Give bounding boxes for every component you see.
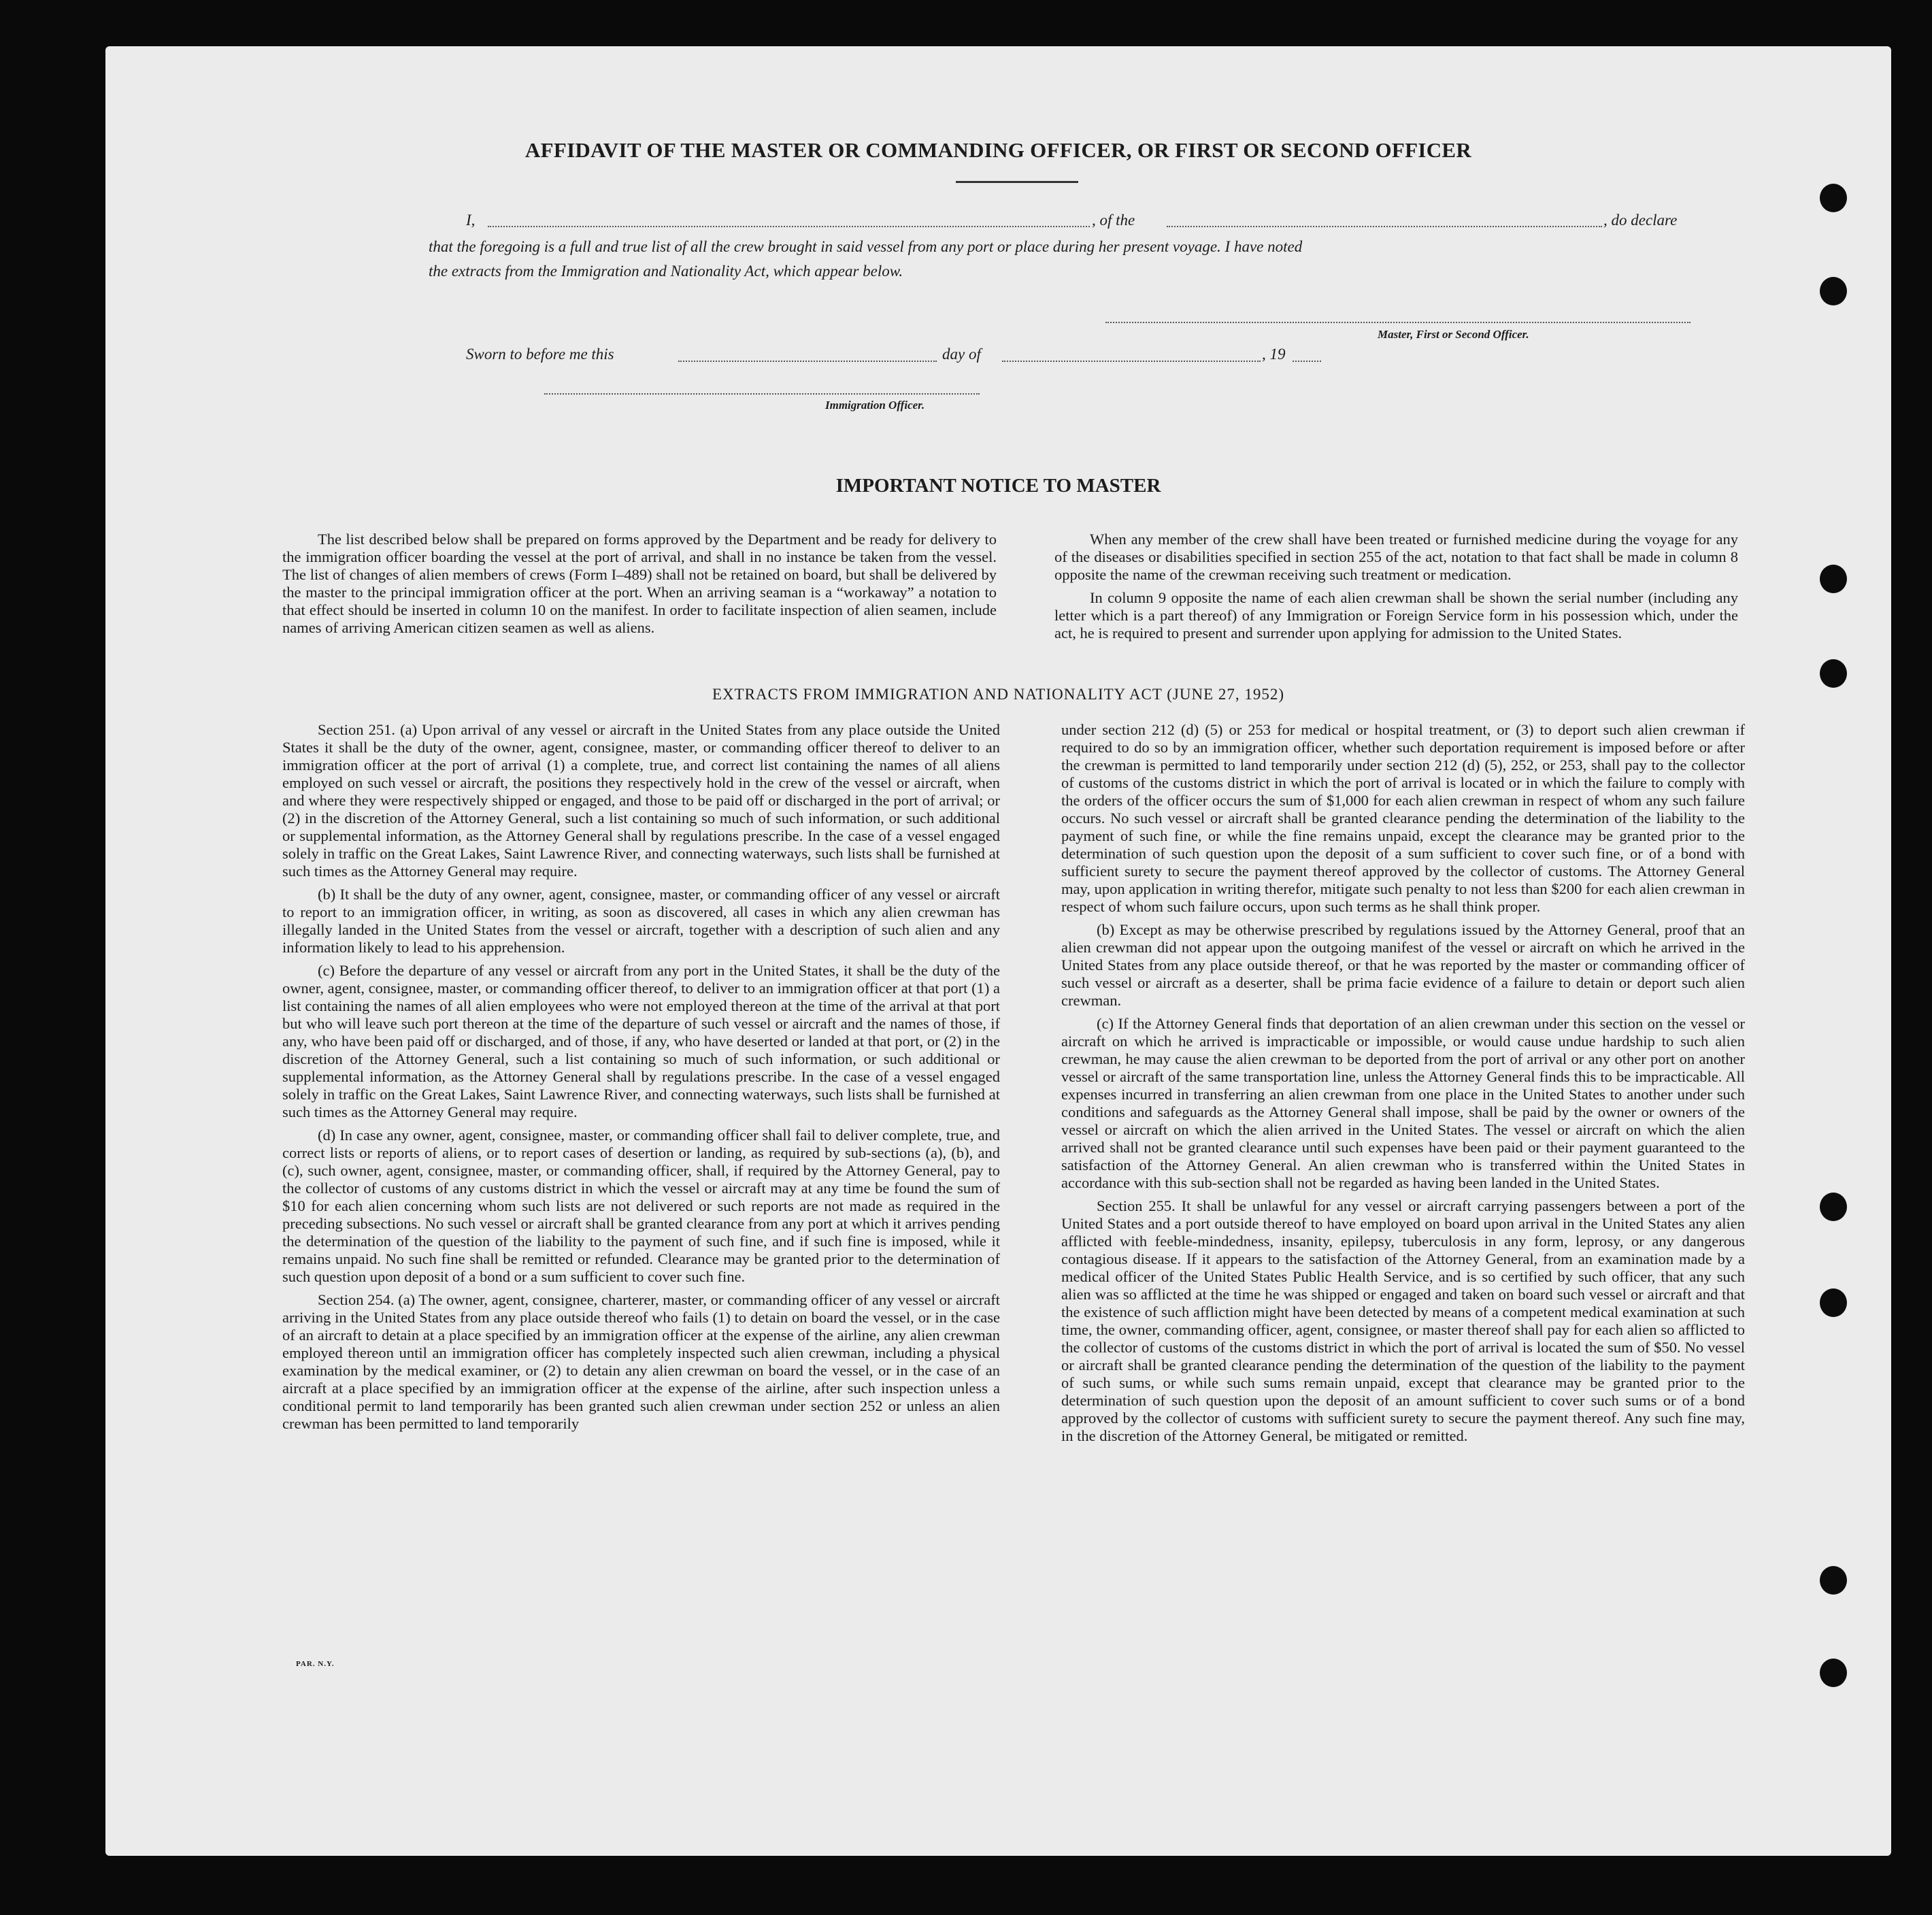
affidavit-title: AFFIDAVIT OF THE MASTER OR COMMANDING OFFICER, OR FIRST OR SECOND OFFICER xyxy=(524,138,1472,162)
section-254-b: (b) Except as may be otherwise prescribed by regulations issued by the Attorney General, proof that an alien crewman did not appear upon the outgoing manifest of the vessel or aircraft on which he arrived in the United States from any place outside thereof, or that he was reported by the master or commanding officer of such vessel or aircraft as a deserter, shall be prima facie evidence of a failure to detain or deport such alien crewman. xyxy=(1061,921,1745,1009)
of-the-label: , of the xyxy=(1092,212,1135,229)
notice-title: IMPORTANT NOTICE TO MASTER xyxy=(835,475,1161,497)
master-signature-line[interactable] xyxy=(1105,322,1690,323)
extracts-left-column xyxy=(282,721,1000,1438)
master-caption: Master, First or Second Officer. xyxy=(1378,328,1529,341)
name-field[interactable] xyxy=(488,226,1090,227)
section-255: Section 255. It shall be unlawful for any vessel or aircraft carrying passengers between a port of the United States and a port outside thereof to have employed on board upon arrival in the United States any alien afflicted with feeble-mindedness, insanity, epilepsy, tuberculosis in any form, leprosy, or any dangerous contagious disease. If it appears to the satisfaction of the Attorney General, from an examination made by a medical officer of the United States Public Health Service, and is so certified by such officer, that any such alien was so afflicted at the time he was shipped or engaged and taken on board such vessel or aircraft and that the existence of such affliction might have been detected by means of a competent medical examination at such time, the owner, commanding officer, agent, consignee, or master thereof shall pay for each alien so afflicted to the collector of customs of the customs district in which the port of arrival is located the sum of $50. No vessel or aircraft shall be granted clearance pending the determination of the question of the liability to the payment of such sums, or while such sums remain unpaid, except that clearance may be granted prior to the determination of such question upon the deposit of an amount sufficient to cover such sums or of a bond approved by the collector of customs with sufficient surety to secure the payment thereof. Any such fine may, in the discretion of the Attorney General, be mitigated or remitted. xyxy=(1061,1197,1745,1444)
title-underline xyxy=(956,181,1078,183)
officer-signature-line[interactable] xyxy=(544,393,980,395)
notice-right-paragraph-1: When any member of the crew shall have been treated or furnished medicine during the voyage for any of the diseases or disabilities specified in section 255 of the act, notation to that fact shall be made in column 8 opposite the name of the crewman receiving such treatment or medication. xyxy=(1054,531,1738,583)
extracts-right-column xyxy=(1061,721,1745,1450)
section-251-d: (d) In case any owner, agent, consignee, master, or commanding officer shall fail to deliver complete, true, and correct lists or reports of aliens, or to report cases of desertion or landing, as required by sub-sections (a), (b), and (c), such owner, agent, consignee, master, or commanding officer, shall, if required by the Attorney General, pay to the collector of customs of any customs district in which the vessel or aircraft may at any time be found the sum of $10 for each alien concerning whom such lists are not delivered or such reports are not made as required in the preceding subsections. No such vessel or aircraft shall be granted clearance from any port at which it arrives pending the determination of the question of the liability to the payment of such fine, and if such fine is imposed, while it remains unpaid. No such fine shall be remitted or refunded. Clearance may be granted prior to the determination of such question upon deposit of a bond or a sum sufficient to cover such fine. xyxy=(282,1127,1000,1285)
notice-right-paragraph-2: In column 9 opposite the name of each alien crewman shall be shown the serial number (including any letter which is a part thereof) of any Immigration or Foreign Service form in his possession which, under the act, he is required to present and surrender upon applying for admission to the United States. xyxy=(1054,589,1738,642)
binder-hole xyxy=(1820,1288,1847,1317)
year-label: , 19 xyxy=(1262,346,1286,363)
notice-left-paragraph: The list described below shall be prepared on forms approved by the Department and be ready for delivery to the immigration officer boarding the vessel at the port of arrival, and shall in no instance be taken from the vessel. The list of changes of alien members of crews (Form I–489) shall not be retained on board, but shall be delivered by the master to the principal immigration officer at the port. When an arriving seaman is a “workaway” a notation to that effect should be inserted in column 10 on the manifest. In order to facilitate inspection of alien seamen, include names of arriving American citizen seamen as well as aliens. xyxy=(282,531,997,636)
i-label: I, xyxy=(466,212,476,229)
document-page xyxy=(105,46,1891,1856)
binder-hole xyxy=(1820,1566,1847,1595)
binder-hole xyxy=(1820,1193,1847,1221)
printer-mark: PAR. N.Y. xyxy=(296,1660,335,1668)
sworn-day-field[interactable] xyxy=(678,361,937,362)
section-254-a: Section 254. (a) The owner, agent, consignee, charterer, master, or commanding officer of any vessel or aircraft arriving in the United States from any place outside thereof who fails (1) to detain on board the vessel, or in the case of an aircraft to detain at a place specified by an immigration officer at the expense of the airline, any alien crewman employed thereon until an immigration officer has completely inspected such alien crewman, including a physical examination by the medical examiner, or (2) to detain any alien crewman on board the vessel, or in the case of an aircraft at a place specified by an immigration officer at the expense of the airline, after such inspection unless a conditional permit to land temporarily has been granted such alien crewman under section 252 or unless an alien crewman has been permitted to land temporarily xyxy=(282,1291,1000,1432)
binder-hole xyxy=(1820,565,1847,593)
sworn-month-field[interactable] xyxy=(1002,361,1261,362)
binder-hole xyxy=(1820,277,1847,305)
declaration-line2: the extracts from the Immigration and Nationality Act, which appear below. xyxy=(429,263,903,280)
notice-right-column xyxy=(1054,531,1738,648)
binder-hole xyxy=(1820,659,1847,688)
section-251-a: Section 251. (a) Upon arrival of any vessel or aircraft in the United States from any place outside the United States it shall be the duty of the owner, agent, consignee, master, or commanding officer thereof to deliver to an immigration officer at the port of arrival (1) a complete, true, and correct list containing the names of all aliens employed on such vessel or aircraft, the positions they respectively hold in the crew of the vessel or aircraft, when and where they were respectively shipped or engaged, and those to be paid off or discharged in the port of arrival; or (2) in the discretion of the Attorney General, such a list containing so much of such information, or such additional or supplemental information, as the Attorney General shall by regulations prescribe. In the case of a vessel engaged solely in traffic on the Great Lakes, Saint Lawrence River, and connecting waterways, such lists shall be furnished at such times as the Attorney General may require. xyxy=(282,721,1000,880)
section-254-a-continued: under section 212 (d) (5) or 253 for medical or hospital treatment, or (3) to deport such alien crewman if required to do so by an immigration officer, whether such deportation requirement is imposed before or after the crewman is permitted to land temporarily under section 212 (d) (5), 252, or 253, shall pay to the collector of customs of the customs district in which the port of arrival is located or in which the failure to comply with the orders of the officer occurs the sum of $1,000 for each alien crewman in respect of whom any such failure occurs. No such vessel or aircraft shall be granted clearance pending the determination of the liability to the payment of such fine, or while the fine remains unpaid, except the clearance may be granted prior to the determination of such question upon the deposit of a sum sufficient to cover such fine, or of a bond with sufficient surety to secure the payment thereof approved by the collector of customs. The Attorney General may, upon application in writing therefor, mitigate such penalty to not less than $200 for each alien crewman in respect of whom such failure occurs, upon such terms as he shall think proper. xyxy=(1061,721,1745,915)
section-251-c: (c) Before the departure of any vessel or aircraft from any port in the United States, it shall be the duty of the owner, agent, consignee, master, or commanding officer thereof, to deliver to an immigration officer at that port (1) a list containing the names of all alien employees who were not employed thereon at the time of the arrival at that port but who will leave such port thereon at the time of the departure of such vessel or aircraft and the names of those, if any, who have been paid off or discharged, and of those, if any, who have deserted or landed at that port, or (2) in the discretion of the Attorney General, such a list containing so much of such information, or such additional or supplemental information, as the Attorney General shall by regulations prescribe. In the case of a vessel engaged solely in traffic on the Great Lakes, Saint Lawrence River, and connecting waterways, such lists shall be furnished at such times as the Attorney General may require. xyxy=(282,962,1000,1120)
binder-hole xyxy=(1820,1659,1847,1687)
section-254-c: (c) If the Attorney General finds that deportation of an alien crewman under this section on the vessel or aircraft on which he arrived is impracticable or impossible, or would cause undue hardship to such alien crewman, he may cause the alien crewman to be deported from the port of arrival or any other port on another vessel or aircraft of the same transportation line, unless the Attorney General finds this to be impracticable. All expenses incurred in transferring an alien crewman from one place in the United States to another under such conditions and safeguards as the Attorney General shall impose, shall be paid by the owner or owners of the vessel or aircraft on which the alien arrived in the United States. The vessel or aircraft on which the alien arrived shall not be granted clearance until such expenses have been paid or their payment guaranteed to the satisfaction of the Attorney General. An alien crewman who is transferred within the United States in accordance with this sub-section shall not be regarded as having been landed in the United States. xyxy=(1061,1015,1745,1191)
sworn-label: Sworn to before me this xyxy=(466,346,614,363)
sworn-year-field[interactable] xyxy=(1293,361,1321,362)
section-251-b: (b) It shall be the duty of any owner, agent, consignee, master, or commanding officer of any vessel or aircraft to report to an immigration officer, in writing, as soon as discovered, all cases in which any alien crewman has illegally landed in the United States from the vessel or aircraft, together with a description of such alien and any information likely to lead to his apprehension. xyxy=(282,886,1000,956)
extracts-title: EXTRACTS FROM IMMIGRATION AND NATIONALITY ACT (JUNE 27, 1952) xyxy=(712,686,1285,703)
notice-left-column xyxy=(282,531,997,642)
vessel-field[interactable] xyxy=(1167,226,1602,227)
declaration-line1: that the foregoing is a full and true list of all the crew brought in said vessel from any port or place during her present voyage. I have noted xyxy=(429,238,1303,255)
binder-hole xyxy=(1820,184,1847,212)
officer-caption: Immigration Officer. xyxy=(825,399,925,412)
day-of-label: day of xyxy=(942,346,981,363)
do-declare-label: , do declare xyxy=(1603,212,1678,229)
